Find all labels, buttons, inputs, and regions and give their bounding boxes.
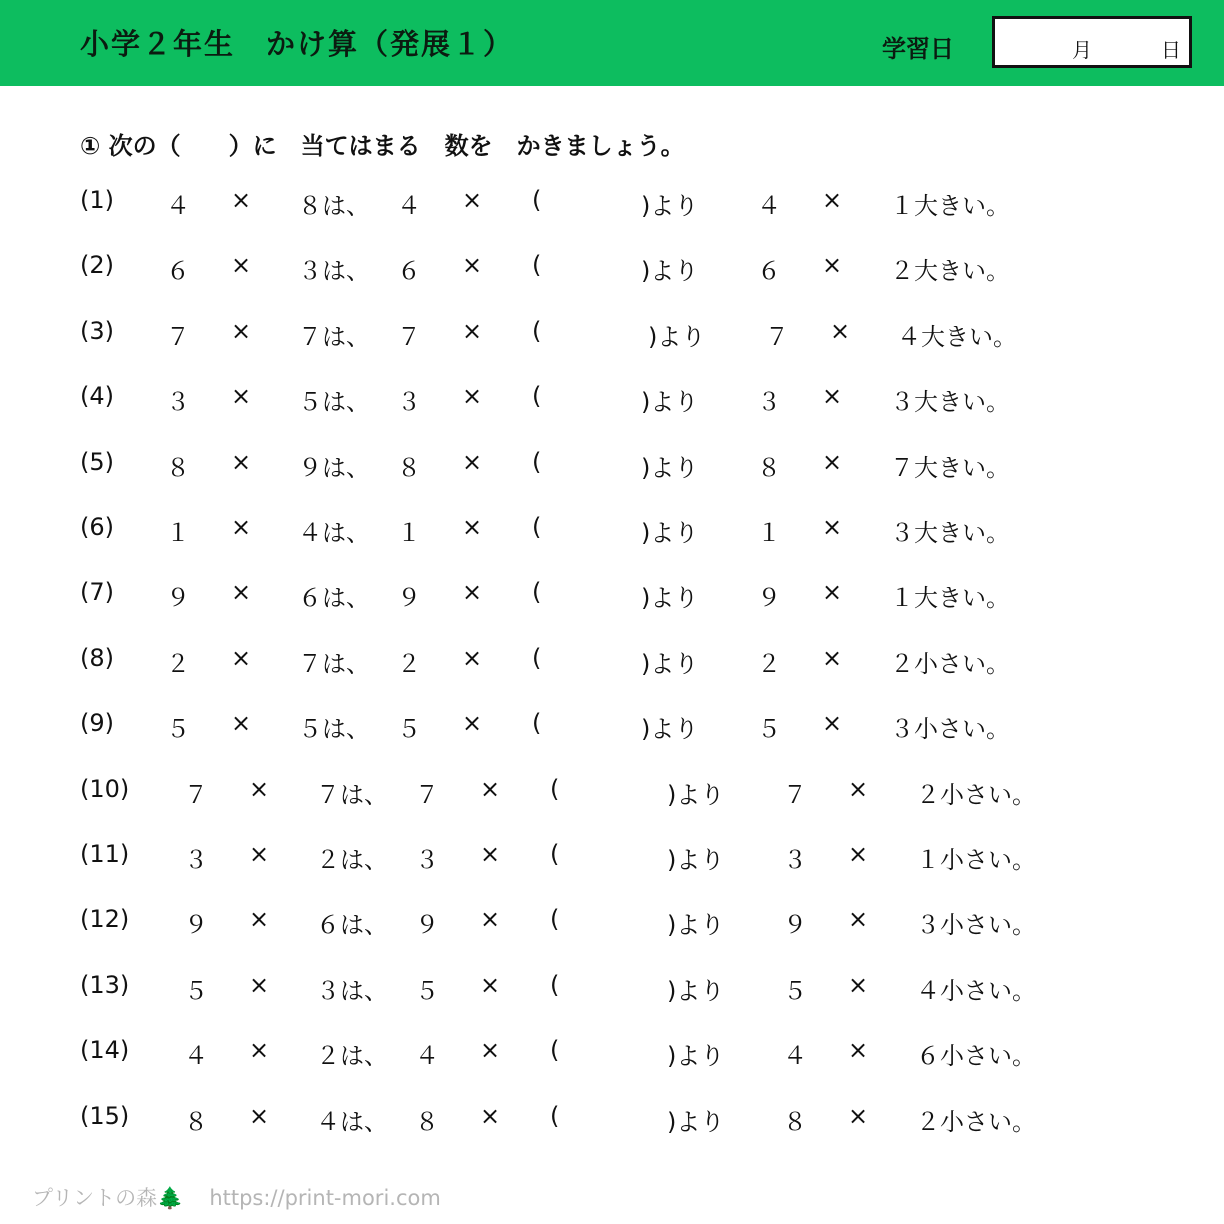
answer-close-paren: )より xyxy=(667,976,725,1005)
difference-text: ２小さい。 xyxy=(916,780,1036,809)
multiplier-text: ８は、 xyxy=(298,192,370,220)
times-symbol: × xyxy=(848,905,869,934)
answer-blank[interactable] xyxy=(556,382,637,412)
answer-open-paren: ( xyxy=(532,186,542,214)
answer-blank[interactable] xyxy=(556,578,637,608)
times-symbol: × xyxy=(848,840,869,868)
answer-open-paren: ( xyxy=(532,643,542,672)
difference-text: ３大きい。 xyxy=(890,519,1010,547)
difference-text: ３小さい。 xyxy=(890,715,1010,744)
times-symbol: × xyxy=(848,1101,869,1130)
footer-brand: プリントの森🌲 xyxy=(32,1186,184,1210)
compare-multiplicand: ８ xyxy=(783,1107,807,1136)
answer-open-paren: ( xyxy=(550,1101,560,1130)
times-symbol: × xyxy=(822,709,843,738)
problem-number: (10) xyxy=(80,774,130,803)
multiplier-text: ５は、 xyxy=(298,715,370,744)
times-symbol: × xyxy=(231,251,252,280)
times-symbol: × xyxy=(822,578,843,607)
times-symbol: × xyxy=(480,1036,501,1065)
answer-close-paren: )より xyxy=(641,453,699,482)
answer-open-paren: ( xyxy=(532,251,542,280)
multiplicand: ２ xyxy=(166,649,190,678)
multiplier-text: ６は、 xyxy=(316,911,388,940)
multiplicand-repeat: ４ xyxy=(397,192,421,220)
multiplicand-repeat: ７ xyxy=(415,780,439,809)
difference-text: １大きい。 xyxy=(890,192,1010,220)
multiplicand-repeat: ６ xyxy=(397,257,421,286)
multiplier-text: ２は、 xyxy=(316,1042,388,1071)
difference-text: １小さい。 xyxy=(916,846,1036,874)
multiplicand-repeat: ４ xyxy=(415,1042,439,1071)
times-symbol: × xyxy=(848,1036,869,1065)
times-symbol: × xyxy=(231,643,252,672)
problem-number: (7) xyxy=(80,578,114,607)
answer-blank[interactable] xyxy=(574,1036,663,1066)
multiplicand: １ xyxy=(166,519,190,547)
multiplicand: ８ xyxy=(184,1107,208,1136)
answer-open-paren: ( xyxy=(532,513,542,541)
problem-number: (3) xyxy=(80,316,114,345)
times-symbol: × xyxy=(462,578,483,607)
times-symbol: × xyxy=(231,186,252,214)
difference-text: １大きい。 xyxy=(890,584,1010,613)
answer-blank[interactable] xyxy=(556,186,637,216)
multiplicand: ５ xyxy=(184,976,208,1005)
instruction-text: ① 次の（ ）に 当てはまる 数を かきましょう。 xyxy=(80,132,685,160)
answer-open-paren: ( xyxy=(532,447,542,476)
problem-number: (12) xyxy=(80,905,130,934)
problem-number: (9) xyxy=(80,709,114,738)
answer-close-paren: )より xyxy=(641,192,699,220)
times-symbol: × xyxy=(848,774,869,803)
multiplicand-repeat: ３ xyxy=(397,388,421,417)
month-label: 月 xyxy=(1072,38,1092,62)
multiplicand: ７ xyxy=(184,780,208,809)
multiplicand-repeat: １ xyxy=(397,519,421,547)
answer-open-paren: ( xyxy=(532,316,542,345)
answer-open-paren: ( xyxy=(550,1036,560,1065)
times-symbol: × xyxy=(822,513,843,541)
times-symbol: × xyxy=(231,382,252,411)
times-symbol: × xyxy=(480,905,501,934)
answer-blank[interactable] xyxy=(556,448,637,478)
compare-multiplicand: ７ xyxy=(765,322,789,351)
problem-number: (6) xyxy=(80,513,114,541)
multiplier-text: ５は、 xyxy=(298,388,370,417)
multiplier-text: ７は、 xyxy=(298,649,370,678)
times-symbol: × xyxy=(462,709,483,738)
difference-text: ７大きい。 xyxy=(890,453,1010,482)
compare-multiplicand: ８ xyxy=(757,453,781,482)
multiplicand: ６ xyxy=(166,257,190,286)
multiplicand: ４ xyxy=(166,192,190,220)
multiplier-text: ７は、 xyxy=(316,780,388,809)
times-symbol: × xyxy=(822,643,843,672)
problem-number: (5) xyxy=(80,447,114,476)
page-title: 小学２年生 かけ算（発展１） xyxy=(80,27,515,61)
footer-url[interactable]: https://print-mori.com xyxy=(209,1186,441,1210)
problem-number: (4) xyxy=(80,382,114,411)
problem-number: (15) xyxy=(80,1101,130,1130)
times-symbol: × xyxy=(462,447,483,476)
multiplicand: ７ xyxy=(166,322,190,351)
multiplicand: ８ xyxy=(166,453,190,482)
multiplicand: ５ xyxy=(166,715,190,744)
answer-blank[interactable] xyxy=(556,513,637,543)
times-symbol: × xyxy=(462,316,483,345)
difference-text: ３小さい。 xyxy=(916,911,1036,940)
times-symbol: × xyxy=(480,970,501,999)
answer-blank[interactable] xyxy=(574,971,663,1001)
multiplicand-repeat: ９ xyxy=(397,584,421,613)
problem-number: (2) xyxy=(80,251,114,280)
multiplier-text: ６は、 xyxy=(298,584,370,613)
answer-close-paren: )より xyxy=(641,584,699,613)
difference-text: ３大きい。 xyxy=(890,388,1010,417)
compare-multiplicand: ３ xyxy=(783,846,807,874)
difference-text: ６小さい。 xyxy=(916,1042,1036,1071)
times-symbol: × xyxy=(830,316,851,345)
difference-text: ２大きい。 xyxy=(890,257,1010,286)
times-symbol: × xyxy=(480,840,501,868)
times-symbol: × xyxy=(249,840,270,868)
answer-open-paren: ( xyxy=(532,709,542,738)
times-symbol: × xyxy=(822,447,843,476)
answer-open-paren: ( xyxy=(550,840,560,868)
multiplier-text: ４は、 xyxy=(298,519,370,547)
difference-text: ４小さい。 xyxy=(916,976,1036,1005)
multiplier-text: ２は、 xyxy=(316,846,388,874)
multiplier-text: ３は、 xyxy=(298,257,370,286)
multiplier-text: ７は、 xyxy=(298,322,370,351)
multiplier-text: ９は、 xyxy=(298,453,370,482)
answer-blank[interactable] xyxy=(574,905,663,935)
problem-number: (1) xyxy=(80,186,114,214)
compare-multiplicand: ９ xyxy=(783,911,807,940)
multiplier-text: ３は、 xyxy=(316,976,388,1005)
times-symbol: × xyxy=(462,513,483,541)
answer-close-paren: )より xyxy=(667,846,725,874)
times-symbol: × xyxy=(462,186,483,214)
problem-number: (8) xyxy=(80,643,114,672)
multiplicand-repeat: ８ xyxy=(415,1107,439,1136)
multiplicand-repeat: ５ xyxy=(415,976,439,1005)
times-symbol: × xyxy=(462,251,483,280)
answer-close-paren: )より xyxy=(667,1107,725,1136)
answer-open-paren: ( xyxy=(532,578,542,607)
compare-multiplicand: ４ xyxy=(757,192,781,220)
answer-close-paren: )より xyxy=(667,911,725,940)
times-symbol: × xyxy=(480,774,501,803)
answer-blank[interactable] xyxy=(556,317,644,347)
multiplicand: ４ xyxy=(184,1042,208,1071)
times-symbol: × xyxy=(231,447,252,476)
answer-blank[interactable] xyxy=(556,251,637,281)
multiplicand: ９ xyxy=(184,911,208,940)
answer-blank[interactable] xyxy=(574,840,663,870)
compare-multiplicand: ２ xyxy=(757,649,781,678)
compare-multiplicand: ３ xyxy=(757,388,781,417)
difference-text: ２小さい。 xyxy=(916,1107,1036,1136)
multiplicand: ９ xyxy=(166,584,190,613)
day-label: 日 xyxy=(1161,38,1181,62)
footer xyxy=(32,1182,441,1212)
problem-number: (14) xyxy=(80,1036,130,1065)
multiplicand-repeat: ５ xyxy=(397,715,421,744)
answer-open-paren: ( xyxy=(550,774,560,803)
multiplicand: ３ xyxy=(166,388,190,417)
compare-multiplicand: １ xyxy=(757,519,781,547)
answer-close-paren: )より xyxy=(648,322,706,351)
answer-close-paren: )より xyxy=(641,649,699,678)
multiplicand-repeat: ３ xyxy=(415,846,439,874)
times-symbol: × xyxy=(249,774,270,803)
times-symbol: × xyxy=(462,382,483,411)
times-symbol: × xyxy=(822,251,843,280)
answer-close-paren: )より xyxy=(641,715,699,744)
answer-blank[interactable] xyxy=(574,1102,663,1132)
compare-multiplicand: ７ xyxy=(783,780,807,809)
compare-multiplicand: ６ xyxy=(757,257,781,286)
problem-number: (13) xyxy=(80,970,130,999)
times-symbol: × xyxy=(249,1101,270,1130)
times-symbol: × xyxy=(822,382,843,411)
times-symbol: × xyxy=(231,578,252,607)
answer-blank[interactable] xyxy=(556,644,637,674)
difference-text: ４大きい。 xyxy=(897,322,1017,351)
problem-number: (11) xyxy=(80,840,130,868)
times-symbol: × xyxy=(231,709,252,738)
multiplicand-repeat: ２ xyxy=(397,649,421,678)
answer-close-paren: )より xyxy=(641,257,699,286)
answer-close-paren: )より xyxy=(667,1042,725,1071)
answer-close-paren: )より xyxy=(641,388,699,417)
multiplicand-repeat: ７ xyxy=(397,322,421,351)
answer-close-paren: )より xyxy=(641,519,699,547)
multiplier-text: ４は、 xyxy=(316,1107,388,1136)
times-symbol: × xyxy=(480,1101,501,1130)
times-symbol: × xyxy=(822,186,843,214)
difference-text: ２小さい。 xyxy=(890,649,1010,678)
compare-multiplicand: ５ xyxy=(783,976,807,1005)
compare-multiplicand: ４ xyxy=(783,1042,807,1071)
header-bar xyxy=(0,0,1224,86)
times-symbol: × xyxy=(462,643,483,672)
times-symbol: × xyxy=(249,905,270,934)
answer-open-paren: ( xyxy=(550,905,560,934)
multiplicand-repeat: ８ xyxy=(397,453,421,482)
date-label: 学習日 xyxy=(882,35,954,63)
compare-multiplicand: ５ xyxy=(757,715,781,744)
answer-close-paren: )より xyxy=(667,780,725,809)
answer-blank[interactable] xyxy=(556,709,637,739)
answer-open-paren: ( xyxy=(550,970,560,999)
times-symbol: × xyxy=(249,970,270,999)
times-symbol: × xyxy=(231,513,252,541)
answer-blank[interactable] xyxy=(574,775,663,805)
answer-open-paren: ( xyxy=(532,382,542,411)
times-symbol: × xyxy=(231,316,252,345)
multiplicand-repeat: ９ xyxy=(415,911,439,940)
times-symbol: × xyxy=(249,1036,270,1065)
multiplicand: ３ xyxy=(184,846,208,874)
times-symbol: × xyxy=(848,970,869,999)
date-input-box[interactable] xyxy=(992,16,1192,68)
compare-multiplicand: ９ xyxy=(757,584,781,613)
